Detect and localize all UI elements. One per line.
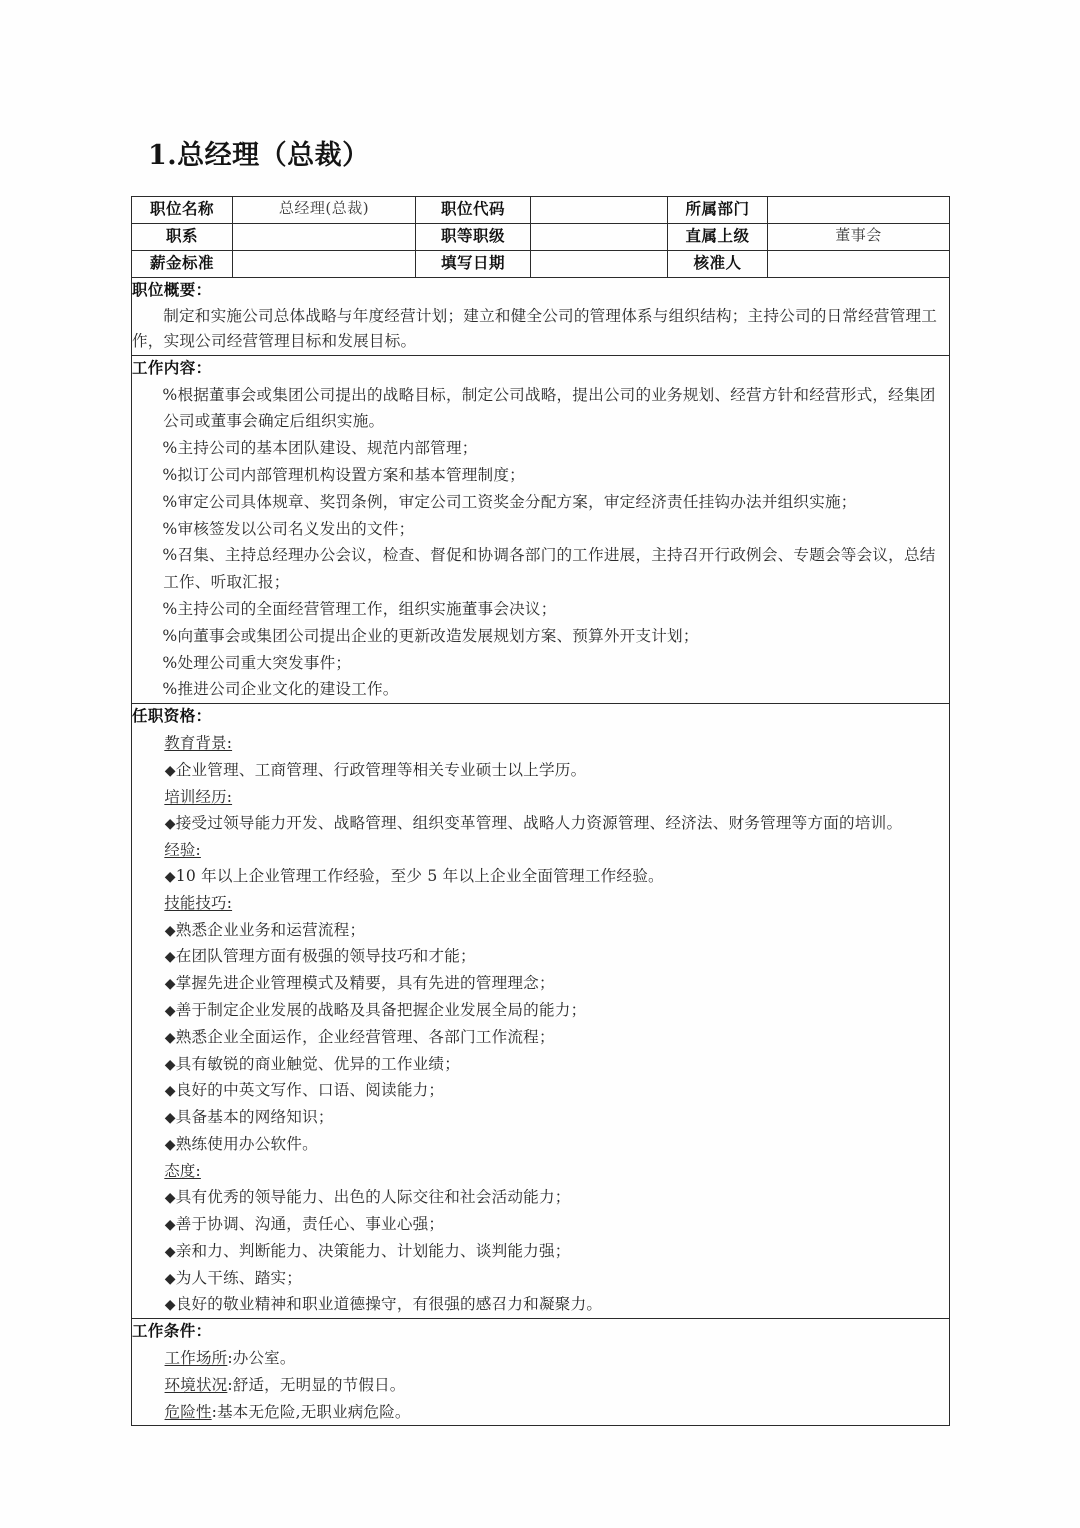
field-label: 职系	[132, 224, 233, 251]
qualification-item-text: 良好的中英文写作、口语、阅读能力；	[175, 1081, 445, 1100]
field-label: 直属上级	[668, 224, 768, 251]
qualification-item	[132, 810, 949, 837]
duty-item	[132, 676, 949, 703]
qualification-item	[132, 943, 949, 970]
condition-value: :办公室。	[227, 1349, 296, 1368]
field-label: 填写日期	[416, 251, 531, 278]
qualification-subheading: 培训经历:	[164, 787, 233, 806]
qualification-item	[132, 970, 949, 997]
diamond-bullet-icon: ◆	[164, 1190, 176, 1207]
diamond-bullet-icon: ◆	[164, 1270, 176, 1287]
qualification-item	[132, 997, 949, 1024]
percent-bullet-icon: %	[162, 653, 178, 672]
qualification-item	[132, 1265, 949, 1292]
qualification-item	[132, 1104, 949, 1131]
qualification-item	[132, 1077, 949, 1104]
table-row	[132, 224, 950, 251]
diamond-bullet-icon: ◆	[164, 816, 176, 833]
condition-value: :舒适，无明显的节假日。	[227, 1375, 406, 1394]
qualification-item	[132, 1291, 949, 1318]
percent-bullet-icon: %	[162, 465, 178, 484]
duty-item	[132, 462, 949, 489]
qualification-item	[132, 1131, 949, 1158]
condition-value: :基本无危险,无职业病危险。	[211, 1402, 411, 1421]
percent-bullet-icon: %	[162, 439, 178, 458]
duty-item-text: 召集、主持总经理办公会议，检查、督促和协调各部门的工作进展，主持召开行政例会、专题会等会议，总结工作、听取汇报；	[163, 546, 936, 592]
condition-label: 工作场所	[164, 1349, 228, 1368]
diamond-bullet-icon: ◆	[164, 1029, 176, 1046]
summary-text: 制定和实施公司总体战略与年度经营计划；建立和健全公司的管理体系与组织结构；主持公司的日常经营管理工作，实现公司经营管理目标和发展目标。	[132, 307, 938, 351]
field-value[interactable]	[531, 224, 668, 251]
qualification-item-text: 善于协调、沟通，责任心、事业心强；	[175, 1215, 445, 1234]
qualification-subheading: 态度:	[164, 1161, 201, 1180]
qualification-item	[132, 863, 949, 890]
duty-item	[132, 596, 949, 623]
condition-item	[132, 1372, 949, 1399]
qualification-item	[132, 917, 949, 944]
diamond-bullet-icon: ◆	[164, 1110, 176, 1127]
qualification-item-text: 熟悉企业全面运作，企业经营管理、各部门工作流程；	[175, 1027, 555, 1046]
duty-item	[132, 623, 949, 650]
page-title: 1.总经理（总裁）	[148, 140, 370, 171]
qualification-subheading: 技能技巧:	[164, 894, 233, 913]
qualification-item-text: 具备基本的网络知识；	[175, 1108, 334, 1127]
qualification-item-text: 亲和力、判断能力、决策能力、计划能力、谈判能力强；	[175, 1241, 571, 1260]
field-value[interactable]	[531, 251, 668, 278]
diamond-bullet-icon: ◆	[164, 1297, 176, 1314]
qualification-item	[132, 1051, 949, 1078]
diamond-bullet-icon: ◆	[164, 1056, 176, 1073]
qualification-item-text: 掌握先进企业管理模式及精要，具有先进的管理理念；	[175, 974, 555, 993]
percent-bullet-icon: %	[162, 680, 178, 699]
job-description-table	[131, 196, 950, 1426]
qualification-item	[132, 1238, 949, 1265]
field-label: 薪金标准	[132, 251, 233, 278]
info-table-body	[132, 197, 950, 278]
qualification-item-text: 具有优秀的领导能力、出色的人际交往和社会活动能力；	[175, 1188, 571, 1207]
field-label: 职位名称	[132, 197, 233, 224]
conditions-list	[132, 1345, 949, 1425]
duty-item	[132, 435, 949, 462]
diamond-bullet-icon: ◆	[164, 869, 176, 886]
duty-item-text: 向董事会或集团公司提出企业的更新改造发展规划方案、预算外开支计划；	[177, 626, 699, 645]
diamond-bullet-icon: ◆	[164, 1217, 176, 1234]
field-value[interactable]	[531, 197, 668, 224]
qualification-item-text: 10 年以上企业管理工作经验，至少 5 年以上企业全面管理工作经验。	[175, 867, 664, 886]
condition-item	[132, 1345, 949, 1372]
duty-item-text: 主持公司的全面经营管理工作，组织实施董事会决议；	[177, 600, 557, 618]
diamond-bullet-icon: ◆	[164, 1136, 176, 1153]
duty-item	[132, 489, 949, 516]
duty-item-text: 处理公司重大突发事件；	[177, 653, 352, 672]
duty-item	[132, 650, 949, 677]
duty-item-text: 审定公司具体规章、奖罚条例，审定公司工资奖金分配方案，审定经济责任挂钩办法并组织实施；	[177, 492, 857, 511]
qualification-item-text: 具有敏锐的商业触觉、优异的工作业绩；	[175, 1054, 461, 1073]
percent-bullet-icon: %	[162, 626, 178, 645]
qualification-item-text: 良好的敬业精神和职业道德操守，有很强的感召力和凝聚力。	[175, 1295, 603, 1314]
qualification-item-text: 善于制定企业发展的战略及具备把握企业发展全局的能力；	[175, 1000, 587, 1019]
condition-label: 危险性	[164, 1402, 212, 1421]
field-label: 职位代码	[416, 197, 531, 224]
diamond-bullet-icon: ◆	[164, 762, 176, 779]
qualifications-row	[132, 704, 950, 1319]
table-row	[132, 197, 950, 224]
percent-bullet-icon: %	[162, 492, 178, 511]
diamond-bullet-icon: ◆	[164, 1083, 176, 1100]
summary-heading: 职位概要：	[132, 281, 212, 299]
qualification-item-text: 熟悉企业业务和运营流程；	[175, 920, 366, 939]
qualification-subheading: 经验:	[164, 840, 201, 859]
summary-row	[132, 278, 950, 356]
field-value[interactable]	[233, 251, 416, 278]
table-row	[132, 251, 950, 278]
field-value[interactable]: 总经理(总裁)	[233, 197, 416, 224]
percent-bullet-icon: %	[162, 600, 178, 618]
qualification-item-text: 熟练使用办公软件。	[175, 1134, 318, 1153]
qualification-item-text: 为人干练、踏实；	[175, 1268, 303, 1287]
qualification-item	[132, 1024, 949, 1051]
conditions-row	[132, 1319, 950, 1426]
diamond-bullet-icon: ◆	[164, 949, 176, 966]
section-body	[132, 278, 950, 1426]
qualifications-cell	[132, 704, 950, 1319]
field-label: 核准人	[668, 251, 768, 278]
conditions-heading: 工作条件：	[132, 1322, 212, 1341]
percent-bullet-icon: %	[162, 519, 178, 538]
duty-item-text: 根据董事会或集团公司提出的战略目标，制定公司战略，提出公司的业务规划、经营方针和经营形式，经集团公司或董事会确定后组织实施。	[163, 385, 936, 431]
percent-bullet-icon: %	[162, 546, 178, 565]
diamond-bullet-icon: ◆	[164, 922, 176, 939]
duty-item-text: 拟订公司内部管理机构设置方案和基本管理制度；	[177, 465, 525, 484]
duty-item-text: 推进公司企业文化的建设工作。	[177, 680, 399, 699]
qualification-item-text: 接受过领导能力开发、战略管理、组织变革管理、战略人力资源管理、经济法、财务管理等方面的培训。	[175, 814, 903, 833]
field-value[interactable]: 董事会	[768, 224, 950, 251]
qualification-item-text: 在团队管理方面有极强的领导技巧和才能；	[175, 947, 476, 966]
field-value[interactable]	[233, 224, 416, 251]
conditions-cell	[132, 1319, 950, 1426]
percent-bullet-icon: %	[162, 385, 178, 404]
qualification-subheading: 教育背景:	[164, 734, 233, 753]
field-value[interactable]	[768, 251, 950, 278]
duty-item-text: 主持公司的基本团队建设、规范内部管理；	[177, 439, 478, 458]
summary-cell	[132, 278, 950, 356]
qualification-item	[132, 757, 949, 784]
field-label: 所属部门	[668, 197, 768, 224]
diamond-bullet-icon: ◆	[164, 1243, 176, 1260]
duties-cell	[132, 355, 950, 704]
field-label: 职等职级	[416, 224, 531, 251]
condition-label: 环境状况	[164, 1375, 228, 1394]
duty-item	[132, 542, 949, 596]
diamond-bullet-icon: ◆	[164, 1002, 176, 1019]
condition-item	[132, 1399, 949, 1426]
duty-item	[132, 382, 949, 436]
duty-item	[132, 516, 949, 543]
field-value[interactable]	[768, 197, 950, 224]
duty-item-text: 审核签发以公司名义发出的文件；	[177, 519, 415, 538]
duties-heading: 工作内容：	[132, 358, 212, 377]
qualifications-groups	[132, 730, 949, 1318]
qualification-item	[132, 1184, 949, 1211]
qualification-item	[132, 1211, 949, 1238]
duties-list	[132, 382, 949, 704]
qualifications-heading: 任职资格：	[132, 707, 212, 726]
qualification-item-text: 企业管理、工商管理、行政管理等相关专业硕士以上学历。	[175, 760, 587, 779]
duties-row	[132, 355, 950, 704]
diamond-bullet-icon: ◆	[164, 976, 176, 993]
